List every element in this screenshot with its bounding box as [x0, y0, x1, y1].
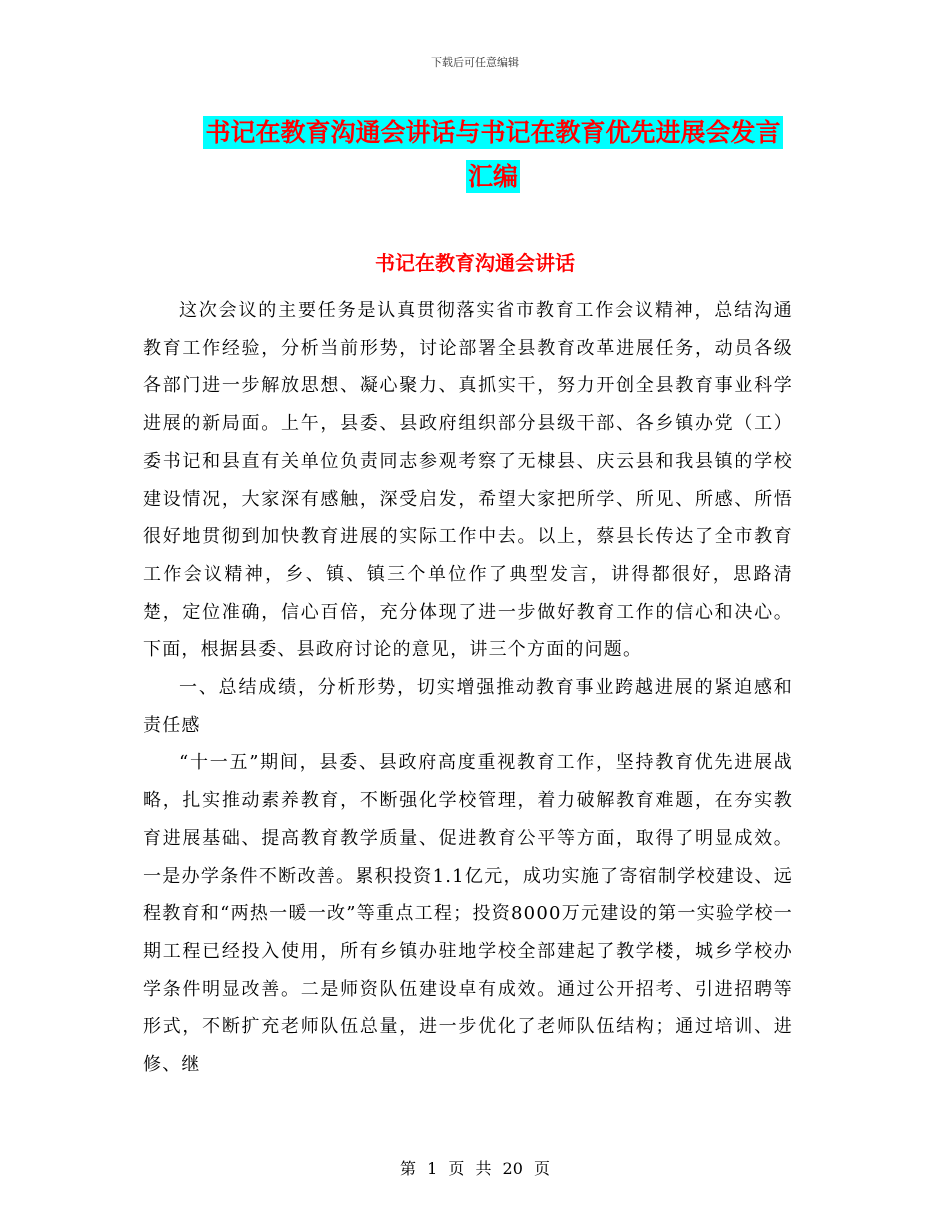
document-title-line-2: 汇编: [467, 162, 518, 191]
document-title-line-1: 书记在教育沟通会讲话与书记在教育优先进展会发言: [205, 118, 781, 147]
document-body: [143, 292, 793, 1084]
page-header-note: 下载后可任意编辑: [431, 56, 519, 69]
document-title: [143, 111, 843, 199]
body-paragraph: “十一五”期间，县委、县政府高度重视教育工作，坚持教育优先进展战略，扎实推动素养教育，不断强化学校管理，着力破解教育难题，在夯实教育进展基础、提高教育教学质量、促进教育公平等方面，取得了明显成效。一是办学条件不断改善。累积投资1.1亿元，成功实施了寄宿制学校建设、远程教育和“两热一暖一改”等重点工程；投资8000万元建设的第一实验学校一期工程已经投入使用，所有乡镇办驻地学校全部建起了教学楼，城乡学校办学条件明显改善。二是师资队伍建设卓有成效。通过公开招考、引进招聘等形式，不断扩充老师队伍总量，进一步优化了老师队伍结构；通过培训、进修、继: [143, 752, 793, 1076]
section-title: 书记在教育沟通会讲话: [375, 251, 575, 275]
page-footer: 第 1 页 共 20 页: [400, 1159, 550, 1178]
body-paragraph: 这次会议的主要任务是认真贯彻落实省市教育工作会议精神，总结沟通教育工作经验，分析当前形势，讨论部署全县教育改革进展任务，动员各级各部门进一步解放思想、凝心聚力、真抓实干，努力开创全县教育事业科学进展的新局面。上午，县委、县政府组织部分县级干部、各乡镇办党（工）委书记和县直有关单位负责同志参观考察了无棣县、庆云县和我县镇的学校建设情况，大家深有感触，深受启发，希望大家把所学、所见、所感、所悟很好地贯彻到加快教育进展的实际工作中去。以上，蔡县长传达了全市教育工作会议精神，乡、镇、镇三个单位作了典型发言，讲得都很好，思路清楚，定位准确，信心百倍，充分体现了进一步做好教育工作的信心和决心。下面，根据县委、县政府讨论的意见，讲三个方面的问题。: [143, 300, 793, 661]
body-paragraph: 一、总结成绩，分析形势，切实增强推动教育事业跨越进展的紧迫感和责任感: [143, 677, 793, 736]
